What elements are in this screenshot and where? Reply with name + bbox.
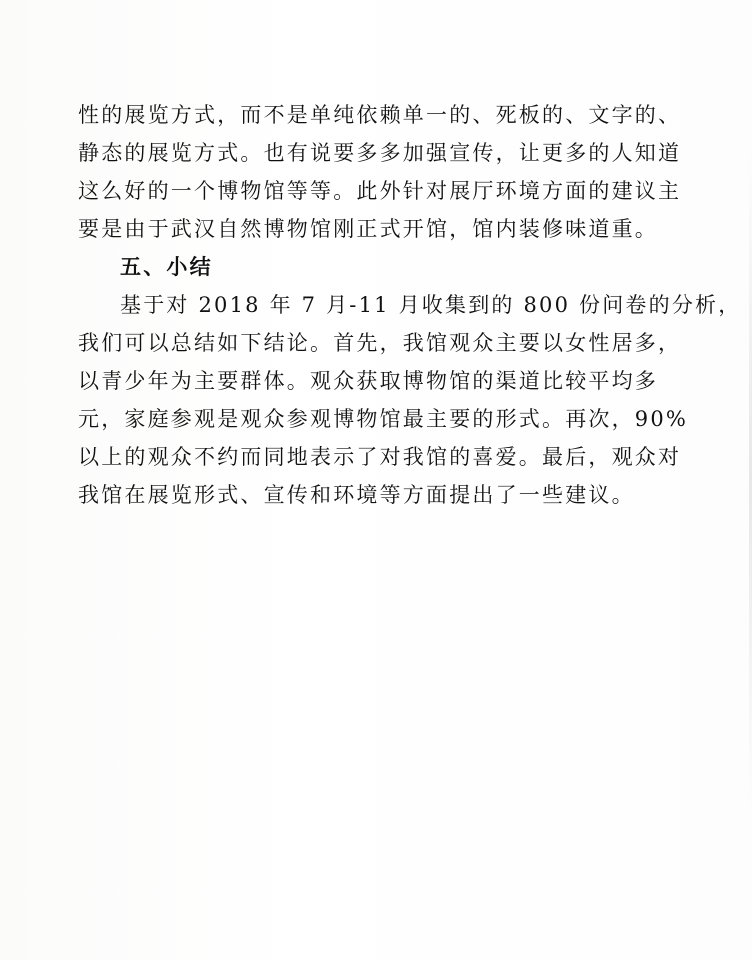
paragraph-line: 基于对 2018 年 7 月-11 月收集到的 800 份问卷的分析， [120,293,742,317]
paragraph-line: 静态的展览方式。也有说要多多加强宣传，让更多的人知道 [78,141,682,165]
paragraph-line: 这么好的一个博物馆等等。此外针对展厅环境方面的建议主 [78,179,682,203]
paragraph-line: 要是由于武汉自然博物馆刚正式开馆，馆内装修味道重。 [78,217,658,241]
document-body [78,96,742,514]
paragraph-line: 以青少年为主要群体。观众获取博物馆的渠道比较平均多 [78,369,658,393]
paragraph-line: 元，家庭参观是观众参观博物馆最主要的形式。再次，90% [78,407,689,431]
paragraph-line: 以上的观众不约而同地表示了对我馆的喜爱。最后，观众对 [78,445,682,469]
section-heading: 五、小结 [120,255,213,279]
paragraph-line: 我们可以总结如下结论。首先，我馆观众主要以女性居多， [78,331,682,355]
paragraph-line: 我馆在展览形式、宣传和环境等方面提出了一些建议。 [78,483,635,507]
paragraph-line: 性的展览方式，而不是单纯依赖单一的、死板的、文字的、 [78,103,682,127]
